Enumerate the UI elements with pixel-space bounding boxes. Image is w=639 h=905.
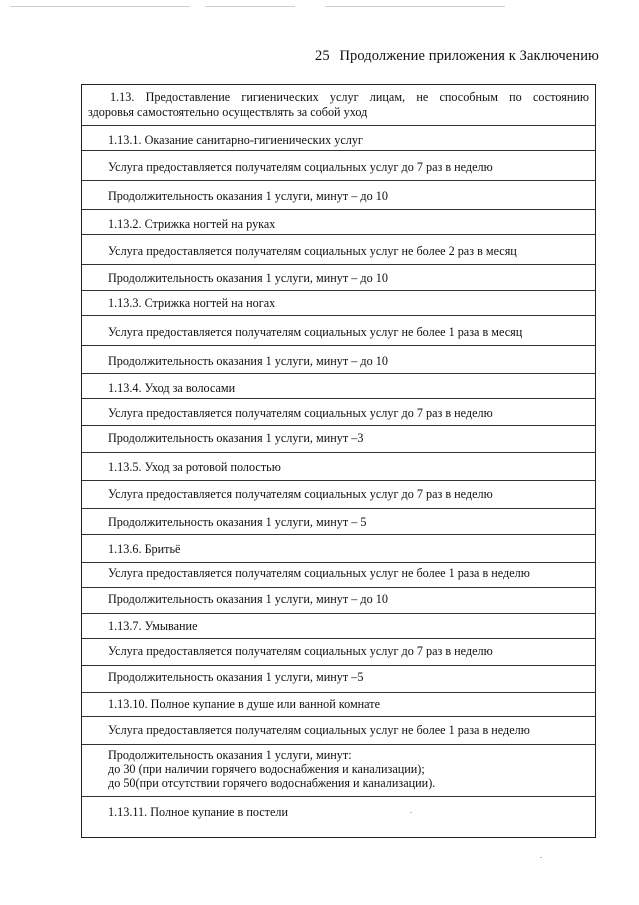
row-text: Услуга предоставляется получателям социальных услуг не более 2 раз в месяц (108, 244, 517, 258)
table-row (82, 639, 595, 666)
services-table (81, 84, 596, 838)
table-row-section (82, 374, 595, 399)
row-text: Продолжительность оказания 1 услуги, минут – до 10 (108, 271, 388, 285)
table-row-section (82, 291, 595, 316)
table-row-intro (82, 85, 595, 126)
table-row (82, 481, 595, 509)
intro-line-2: здоровья самостоятельно осуществлять за собой уход (88, 105, 368, 119)
intro-text (88, 90, 589, 120)
table-row (82, 426, 595, 453)
table-row (82, 151, 595, 181)
row-text: Продолжительность оказания 1 услуги, минут – до 10 (108, 189, 388, 203)
duration-line: до 30 (при наличии горячего водоснабжения и канализации); (108, 762, 425, 776)
table-row (82, 563, 595, 588)
row-text: 1.13.11. Полное купание в постели (108, 805, 288, 819)
scan-mark (325, 6, 505, 7)
table-row (82, 346, 595, 374)
table-row-multiline (82, 745, 595, 797)
table-row (82, 588, 595, 614)
row-text: 1.13.7. Умывание (108, 619, 198, 633)
row-text: 1.13.3. Стрижка ногтей на ногах (108, 296, 276, 310)
table-row-section (82, 693, 595, 717)
intro-line-1: 1.13. Предоставление гигиенических услуг лицам, не способным по состоянию (110, 90, 589, 104)
scan-mark (205, 6, 295, 7)
table-row (82, 717, 595, 745)
scan-speck (410, 812, 412, 813)
row-text: 1.13.1. Оказание санитарно-гигиенических услуг (108, 133, 363, 147)
table-row-section (82, 126, 595, 151)
row-text: Услуга предоставляется получателям социальных услуг не более 1 раза в месяц (108, 325, 523, 339)
table-row (82, 509, 595, 535)
table-row-section (82, 614, 595, 639)
table-row-section (82, 210, 595, 235)
table-row (82, 181, 595, 210)
row-text: Услуга предоставляется получателям социальных услуг до 7 раз в неделю (108, 487, 493, 501)
row-text: Услуга предоставляется получателям социальных услуг не более 1 раза в неделю (108, 723, 530, 737)
row-text: Услуга предоставляется получателям социальных услуг не более 1 раза в неделю (108, 566, 530, 580)
row-text: Продолжительность оказания 1 услуги, минут –5 (108, 670, 364, 684)
table-row-section (82, 535, 595, 563)
table-row (82, 316, 595, 346)
table-row-section (82, 797, 595, 837)
duration-line: Продолжительность оказания 1 услуги, минут: (108, 748, 352, 762)
row-text: 1.13.5. Уход за ротовой полостью (108, 460, 281, 474)
row-text: Услуга предоставляется получателям социальных услуг до 7 раз в неделю (108, 160, 493, 174)
header-title: Продолжение приложения к Заключению (339, 48, 599, 64)
scan-speck (540, 857, 542, 858)
page-header (315, 48, 599, 65)
table-row (82, 235, 595, 265)
row-text: Услуга предоставляется получателям социальных услуг до 7 раз в неделю (108, 406, 493, 420)
duration-line: до 50(при отсутствии горячего водоснабжения и канализации). (108, 776, 436, 790)
row-text: Продолжительность оказания 1 услуги, минут – до 10 (108, 354, 388, 368)
row-text: 1.13.6. Бритьё (108, 542, 181, 556)
table-row (82, 265, 595, 291)
row-text: Продолжительность оказания 1 услуги, минут – 5 (108, 515, 367, 529)
row-text: Продолжительность оказания 1 услуги, минут –3 (108, 431, 364, 445)
row-text: 1.13.2. Стрижка ногтей на руках (108, 217, 276, 231)
scan-mark (10, 6, 190, 7)
table-row (82, 666, 595, 693)
table-row-section (82, 453, 595, 481)
row-text: 1.13.4. Уход за волосами (108, 381, 236, 395)
row-text: Услуга предоставляется получателям социальных услуг до 7 раз в неделю (108, 644, 493, 658)
row-text (108, 748, 587, 790)
row-text: Продолжительность оказания 1 услуги, минут – до 10 (108, 592, 388, 606)
row-text: 1.13.10. Полное купание в душе или ванной комнате (108, 697, 381, 711)
page-number: 25 (315, 48, 330, 64)
table-row (82, 399, 595, 426)
